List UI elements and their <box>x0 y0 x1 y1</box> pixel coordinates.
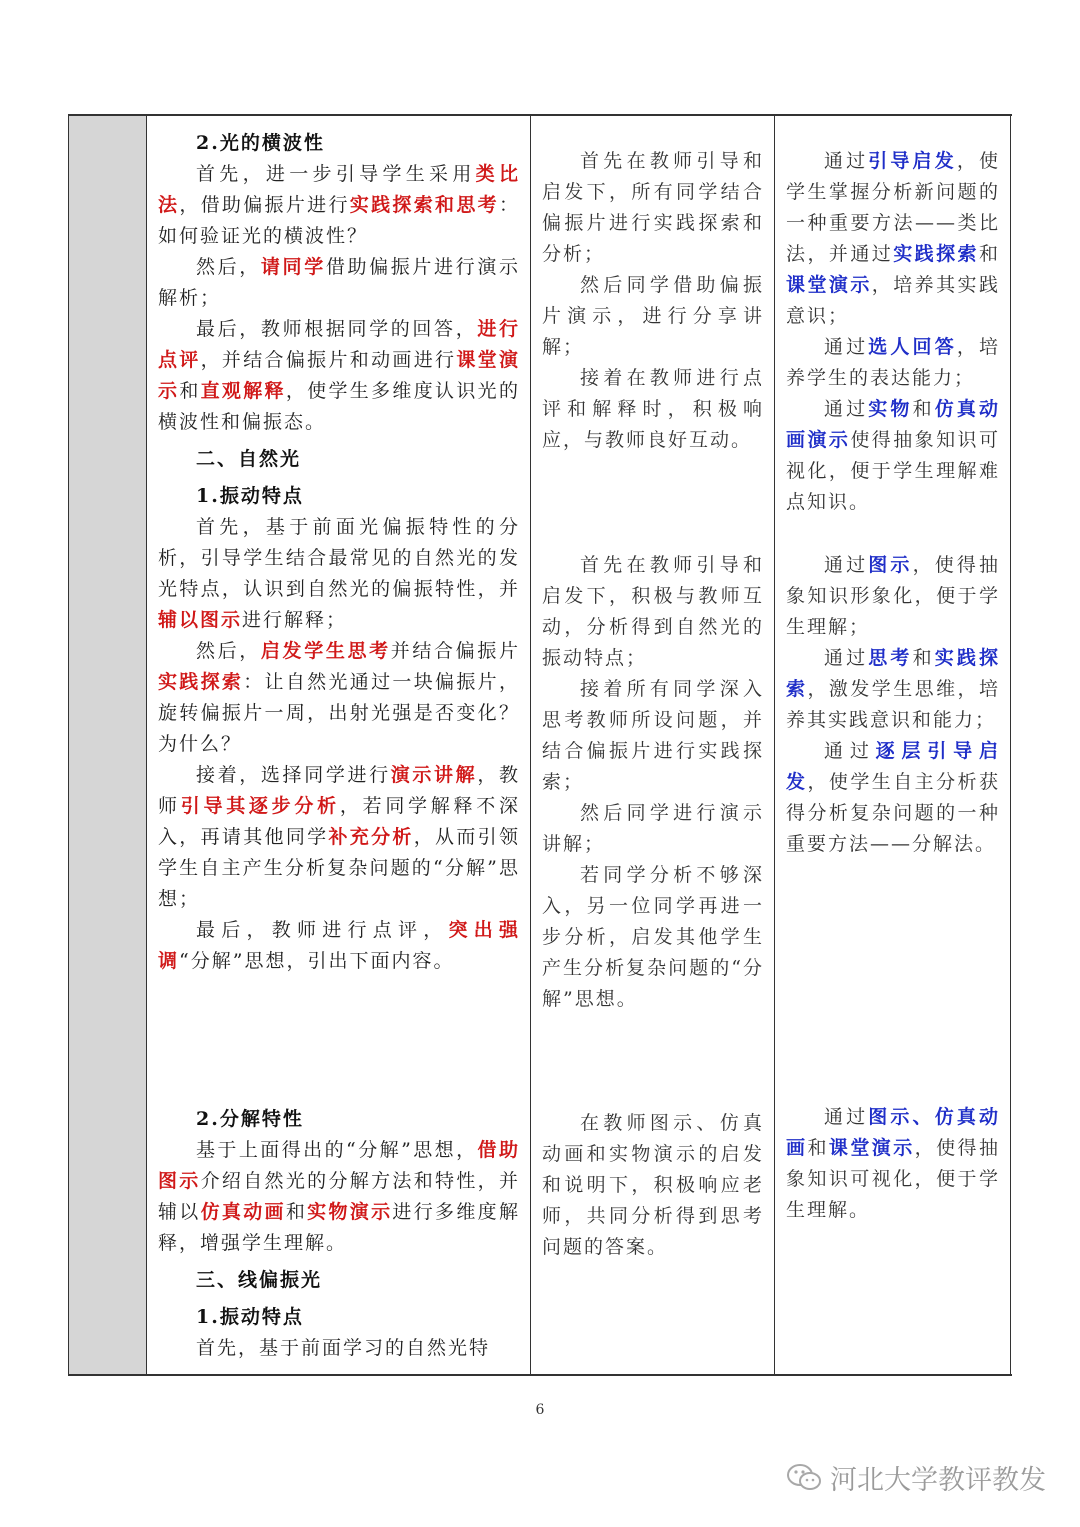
emphasis-text: 突出强调 <box>158 919 520 972</box>
paragraph <box>158 159 520 252</box>
text-run: 和 <box>912 647 935 669</box>
design-intent-column <box>786 146 1000 1366</box>
text-run: 然后， <box>196 256 261 278</box>
wechat-icon <box>786 1462 824 1494</box>
paragraph <box>786 394 1000 518</box>
activity-block-3 <box>542 1108 764 1263</box>
paragraph <box>158 636 520 760</box>
emphasis-text: 课堂演示 <box>828 1137 915 1159</box>
section-transverse-wave <box>158 128 520 977</box>
emphasis-text: 思考 <box>868 647 913 669</box>
emphasis-text: 引导启发 <box>868 150 957 172</box>
text-run: 和 <box>912 398 935 420</box>
paragraph <box>158 314 520 438</box>
paragraph <box>786 146 1000 332</box>
emphasis-text: 仿真动画 <box>200 1201 286 1223</box>
text-run: 借助偏振片进行演示解析； <box>158 256 520 309</box>
emphasis-text: 实践探索 <box>158 671 244 693</box>
emphasis-text: 实践探索 <box>786 647 1000 700</box>
paragraph <box>158 252 520 314</box>
paragraph <box>158 915 520 977</box>
emphasis-text: 图示 <box>868 554 913 576</box>
text-run: ，若同学解释不深入，再请其他同学 <box>158 795 520 848</box>
paragraph: 若同学分析不够深入，另一位同学再进一步分析，启发其他学生产生分析复杂问题的“分解”思想。 <box>542 864 764 1010</box>
emphasis-text: 实践探索和思考 <box>349 194 499 216</box>
watermark <box>786 1458 1046 1497</box>
intent-block-1 <box>786 146 1000 518</box>
activity-block-2 <box>542 550 764 1015</box>
emphasis-text: 演示讲解 <box>390 764 478 786</box>
text-run: 通过 <box>824 554 869 576</box>
paragraph: 首先在教师引导和启发下，积极与教师互动，分析得到自然光的振动特点； <box>542 554 764 669</box>
intent-block-3 <box>786 1102 1000 1226</box>
text-run: ：让自然光通过一块偏振片，旋转偏振片一周，出射光强是否变化？为什么？ <box>158 671 520 755</box>
emphasis-text: 进行点评 <box>158 318 520 371</box>
section-heading: 1.振动特点 <box>196 1306 304 1328</box>
section-title: 二、自然光 <box>196 448 302 470</box>
paragraph <box>786 332 1000 394</box>
emphasis-text: 实物演示 <box>307 1201 393 1223</box>
paragraph: 然后同学进行演示讲解； <box>542 802 764 855</box>
section-heading: 1.振动特点 <box>196 485 304 507</box>
section-decomposition <box>158 1104 520 1364</box>
text-run: 和 <box>978 243 1000 265</box>
emphasis-text: 图示、仿真动画 <box>786 1106 1000 1159</box>
paragraph: 接着在教师进行点评和解释时，积极响应，与教师良好互动。 <box>542 367 764 451</box>
emphasis-text: 借助图示 <box>158 1139 520 1192</box>
section-heading: 2.光的横波性 <box>196 132 325 154</box>
text-run: 通过 <box>824 647 869 669</box>
table-border-right <box>1010 114 1011 1376</box>
text-run: 并结合偏振片 <box>390 640 520 662</box>
emphasis-text: 实物 <box>868 398 913 420</box>
emphasis-text: 仿真动画演示 <box>786 398 1000 451</box>
paragraph: 接着所有同学深入思考教师所设问题，并结合偏振片进行实践探索； <box>542 678 764 793</box>
emphasis-text: 辅以图示 <box>158 609 243 631</box>
section-title: 三、线偏振光 <box>196 1269 323 1291</box>
paragraph <box>786 643 1000 736</box>
paragraph: 然后同学借助偏振片演示，进行分享讲解； <box>542 274 764 358</box>
text-run: 和 <box>285 1201 308 1223</box>
text-run: 通过 <box>824 740 876 762</box>
text-run: 首先，进一步引导学生采用 <box>196 163 476 185</box>
text-run: 通过 <box>824 336 869 358</box>
text-run: “分解”思想，引出下面内容。 <box>179 950 455 972</box>
text-run: 最后，教师根据同学的回答， <box>196 318 478 340</box>
paragraph <box>158 512 520 636</box>
emphasis-text: 逐层引导启发 <box>786 740 1000 793</box>
text-run: ，使得抽象知识可视化，便于学生理解。 <box>786 1137 1000 1221</box>
paragraph: 首先，基于前面学习的自然光特 <box>196 1337 491 1359</box>
text-run: 通过 <box>824 398 869 420</box>
text-run: 通过 <box>824 1106 869 1128</box>
student-activity-column <box>542 146 764 1366</box>
text-run: 首先，基于前面光偏振特性的分析，引导学生结合最常见的自然光的发光特点，认识到自然光的偏振特性，并 <box>158 516 520 600</box>
paragraph <box>786 736 1000 860</box>
text-run: 进行解释； <box>242 609 348 631</box>
intent-block-2 <box>786 550 1000 860</box>
emphasis-text: 选人回答 <box>868 336 957 358</box>
text-run: ，借助偏振片进行 <box>179 194 350 216</box>
text-run: ，激发学生思维，培养其实践意识和能力； <box>786 678 1000 731</box>
paragraph <box>158 760 520 915</box>
emphasis-text: 类比法 <box>158 163 520 216</box>
emphasis-text: 实践探索 <box>893 243 979 265</box>
text-run: 接着，选择同学进行 <box>196 764 391 786</box>
text-run: ，使学生多维度认识光的横波性和偏振态。 <box>158 380 520 433</box>
emphasis-text: 引导其逐步分析 <box>180 795 340 817</box>
text-run: 介绍自然光的分解方法和特性，并辅以 <box>158 1170 520 1223</box>
page-number: 6 <box>535 1402 545 1418</box>
paragraph: 首先在教师引导和启发下，所有同学结合偏振片进行实践探索和分析； <box>542 150 764 265</box>
activity-block-1 <box>542 146 764 456</box>
text-run: ，使学生掌握分析新问题的一种重要方法——类比法，并通过 <box>786 150 1000 265</box>
section-heading: 2.分解特性 <box>196 1108 304 1130</box>
emphasis-text: 启发学生思考 <box>260 640 391 662</box>
emphasis-text: 课堂演示 <box>158 349 520 402</box>
text-run: ，使得抽象知识形象化，便于学生理解； <box>786 554 1000 638</box>
paragraph <box>786 550 1000 643</box>
gray-side-column <box>68 114 146 1376</box>
emphasis-text: 课堂演示 <box>786 274 872 296</box>
text-run: 进行多维度解释，增强学生理解。 <box>158 1201 520 1254</box>
text-run: ，从而引领学生自主产生分析复杂问题的“分解”思想； <box>158 826 520 910</box>
column-divider-2 <box>530 114 531 1376</box>
text-run: ，培养学生的表达能力； <box>786 336 1000 389</box>
lesson-plan-table <box>68 114 1012 1376</box>
teaching-content-column <box>158 128 520 1376</box>
emphasis-text: 补充分析 <box>328 826 414 848</box>
table-top-border <box>68 114 1012 116</box>
text-run: ，使学生自主分析获得分析复杂问题的一种重要方法——分解法。 <box>786 771 1000 855</box>
text-run: ，培养其实践意识； <box>786 274 1000 327</box>
text-run: 使得抽象知识可视化，便于学生理解难点知识。 <box>786 429 1000 513</box>
text-run: ，教师 <box>158 764 520 817</box>
text-run: 然后， <box>196 640 261 662</box>
text-run: ：如何验证光的横波性？ <box>158 194 520 247</box>
text-run: 最后，教师进行点评， <box>196 919 449 941</box>
table-border-left <box>68 114 69 1376</box>
text-run: 基于上面得出的“分解”思想， <box>196 1139 478 1161</box>
watermark-text: 河北大学教评教发 <box>830 1465 1046 1496</box>
paragraph: 在教师图示、仿真动画和实物演示的启发和说明下，积极响应老师，共同分析得到思考问题的答案。 <box>542 1112 764 1258</box>
text-run: 和 <box>179 380 201 402</box>
emphasis-text: 请同学 <box>260 256 326 278</box>
text-run: 和 <box>807 1137 829 1159</box>
paragraph <box>158 1135 520 1259</box>
column-divider-3 <box>774 114 775 1376</box>
text-run: ，并结合偏振片和动画进行 <box>200 349 457 371</box>
text-run: 通过 <box>824 150 869 172</box>
paragraph <box>786 1102 1000 1226</box>
column-divider-1 <box>146 114 147 1376</box>
emphasis-text: 直观解释 <box>200 380 286 402</box>
